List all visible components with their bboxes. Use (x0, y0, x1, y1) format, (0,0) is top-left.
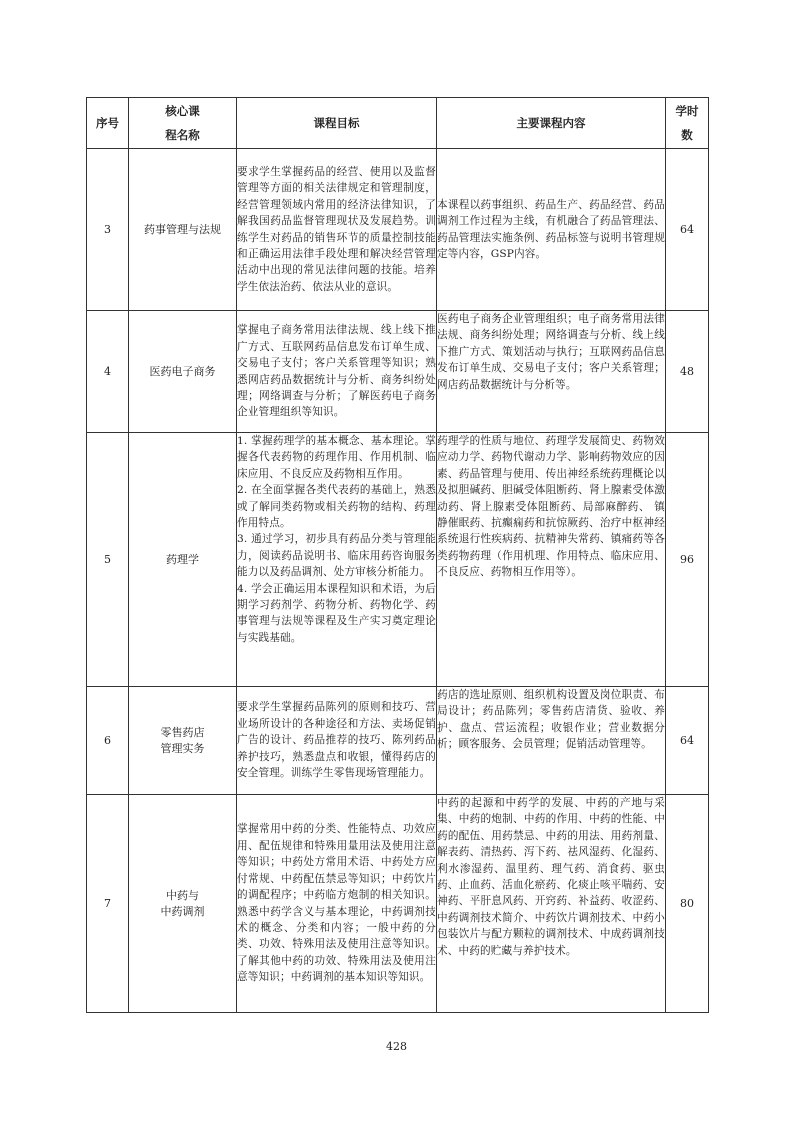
course-name: 药事管理与法规 (144, 222, 221, 236)
header-course-name (129, 98, 237, 149)
page-number: 428 (386, 1040, 407, 1053)
seq-number: 3 (104, 222, 111, 236)
header-course-name-line2: 程名称 (165, 128, 200, 142)
course-content-text: 医药电子商务企业管理组织；电子商务常用法律法规、商务纠纷处理；网络调查与分析、线上线下推广方式、策划活动与执行；互联网药品信息发布订单生成、交易电子支付；客户关系管理；网店药品数据统计与分析等。 (437, 313, 665, 391)
course-goal-cell (237, 795, 437, 1013)
header-hours-line2: 数 (681, 128, 693, 142)
header-seq: 序号 (87, 98, 129, 149)
course-goal-text: 要求学生掌握药品陈列的原则和技巧、营业场所设计的各种途径和方法、卖场促销广告的设计、药品推荐的技巧、陈列药品养护技巧，熟悉盘点和收银，懂得药店的安全管理。训练学生零售现场管理能力。 (237, 701, 436, 780)
course-name: 医药电子商务 (149, 364, 216, 378)
course-content-text: 本课程以药事组织、药品生产、药品经营、药品调剂工作过程为主线，有机融合了药品管理法、药品管理法实施条例、药品标签与说明书管理规定等内容，GSP内容。 (437, 198, 665, 260)
course-goal-cell (237, 433, 437, 687)
course-content-text: 中药的起源和中药学的发展、中药的产地与采集、中药的炮制、中药的作用、中药的性能、中药的配伍、用药禁忌、中药的用法、用药剂量、解表药、清热药、泻下药、祛风湿药、化湿药、利水渗湿药、温里药、理气药、消食药、驱虫药、止血药、活血化瘀药、化痰止咳平喘药、安神药、平肝息风药、开窍药、补益药、收涩药、中药调剂技术简介、中药饮片调剂技术、中药小包装饮片与配方颗粒的调剂技术、中成药调剂技术、中药的贮藏与养护技术。 (437, 797, 665, 957)
hours-value: 64 (680, 733, 694, 747)
course-content-cell (437, 149, 666, 311)
header-hours-line1: 学时 (675, 104, 699, 118)
course-goal-cell (237, 149, 437, 311)
course-content-cell (437, 433, 666, 687)
course-name: 中药与 (166, 888, 199, 902)
seq-number: 7 (104, 896, 111, 910)
course-goal-text: 2. 在全面掌握各类代表药的基础上，熟悉或了解同类药物或相关药物的结构、药理作用特点。 (237, 484, 436, 530)
course-content-cell (437, 795, 666, 1013)
seq-number: 4 (104, 364, 111, 378)
table-row (87, 311, 709, 433)
course-name: 零售药店 (160, 725, 205, 739)
course-content-text: 药店的选址原则、组织机构设置及岗位职责、布局设计；药品陈列；零售药店清货、验收、养护、盘点、营运流程；收银作业；营业数据分析；顾客服务、会员管理；促销活动管理等。 (437, 689, 665, 751)
course-goal-cell (237, 311, 437, 433)
course-goal-text: 掌握常用中药的分类、性能特点、功效应用、配伍规律和特殊用量用法及使用注意等知识；中药处方常用术语、中药处方应付常规、中药配伍禁忌等知识；中药饮片的调配程序；中药临方炮制的相关知识。熟悉中药学含义与基本理论，中药调剂技术的概念、分类和内容；一般中药的分类、功效、特殊用法及使用注意等知识。了解其他中药的功效、特殊用法及使用注意等知识；中药调剂的基本知识等知识。 (237, 823, 436, 984)
course-name: 中药调剂 (160, 904, 205, 918)
course-content-text: 药理学的性质与地位、药理学发展简史、药物效应动力学、药物代谢动力学、影响药物效应的因素、药品管理与使用、传出神经系统药理概论以及拟胆碱药、胆碱受体阻断药、肾上腺素受体激动药、肾上腺素受体阻断药、局部麻醉药、 镇静催眠药、抗癫痫药和抗惊厥药、治疗中枢神经系统退行性疾病药、抗精神失常药、镇痛药等各类药物药理（作用机理、作用特点、临床应用、不良反应、药物相互作用等）。 (437, 435, 665, 579)
hours-value: 96 (680, 552, 694, 566)
course-name-cell (129, 433, 237, 687)
course-name-cell (129, 687, 237, 795)
seq-number: 5 (104, 552, 111, 566)
course-name-cell (129, 795, 237, 1013)
hours-cell (666, 311, 709, 433)
hours-cell (666, 795, 709, 1013)
seq-cell (87, 687, 129, 795)
hours-cell (666, 149, 709, 311)
header-course-name-line1: 核心课 (165, 104, 200, 118)
course-goal-text: 要求学生掌握药品的经营、使用以及监督管理等方面的相关法律规定和管理制度，经营管理领域内常用的经济法律知识，了解我国药品监督管理现状及发展趋势。训练学生对药品的销售环节的质量控制技能和正确运用法律手段处理和解决经营管理活动中出现的常见法律问题的技能。培养学生依法治药、依法从业的意识。 (237, 165, 436, 293)
seq-cell (87, 311, 129, 433)
seq-cell (87, 795, 129, 1013)
course-goal-text: 1. 掌握药理学的基本概念、基本理论。掌握各代表药物的药理作用、作用机制、临床应用、不良反应及药物相互作用。 (237, 435, 436, 480)
table-row (87, 433, 709, 687)
course-goal-cell (237, 687, 437, 795)
course-content-cell (437, 311, 666, 433)
seq-cell (87, 149, 129, 311)
course-goal-text: 4. 学会正确运用本课程知识和术语，为后期学习药剂学、药物分析、药物化学、药事管理与法规等课程及生产实习奠定理论与实践基础。 (237, 582, 436, 644)
hours-cell (666, 433, 709, 687)
table-row (87, 149, 709, 311)
header-course-goal: 课程目标 (237, 98, 437, 149)
header-course-content: 主要课程内容 (437, 98, 666, 149)
course-goal-text: 3. 通过学习，初步具有药品分类与管理能力，阅读药品说明书、临床用药咨询服务能力以及药品调剂、处方审核分析能力。 (237, 533, 436, 579)
table-row (87, 687, 709, 795)
course-content-cell (437, 687, 666, 795)
course-name-cell (129, 149, 237, 311)
hours-value: 80 (680, 896, 694, 910)
header-hours (666, 98, 709, 149)
course-name: 管理实务 (160, 741, 205, 755)
hours-value: 48 (680, 364, 694, 378)
hours-value: 64 (680, 222, 694, 236)
seq-cell (87, 433, 129, 687)
hours-cell (666, 687, 709, 795)
course-name: 药理学 (166, 552, 199, 566)
course-name-cell (129, 311, 237, 433)
curriculum-table (86, 97, 709, 1013)
table-row (87, 795, 709, 1013)
course-goal-text: 掌握电子商务常用法律法规、线上线下推广方式、互联网药品信息发布订单生成、交易电子支付；客户关系管理等知识；熟悉网店药品数据统计与分析、商务纠纷处理；网络调查与分析；了解医药电子商务企业管理组织等知识。 (237, 324, 436, 419)
table-header-row (87, 98, 709, 149)
seq-number: 6 (104, 733, 111, 747)
